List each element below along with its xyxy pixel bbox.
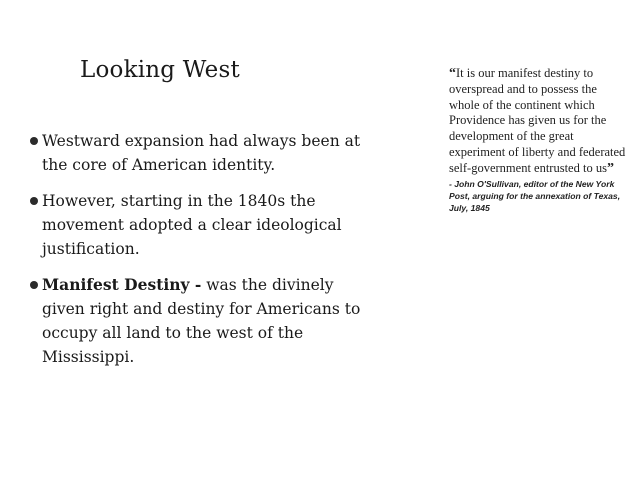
bullet-dot-icon — [30, 281, 38, 289]
quote-body — [449, 66, 627, 177]
bullet-item-manifest-destiny — [30, 273, 380, 369]
quote-text: It is our manifest destiny to overspread and to possess the whole of the continent which Providence has given us for the development of the great experiment of liberty and federated self-government entrusted to us — [449, 66, 626, 175]
quote-box — [449, 66, 627, 214]
bullet-item-1840s — [30, 189, 380, 261]
bullet-item-westward-expansion — [30, 129, 380, 177]
quote-close-mark: ” — [606, 160, 614, 176]
quote-open-mark: “ — [449, 66, 456, 81]
bullet-dot-icon — [30, 197, 38, 205]
bullet-text: Westward expansion had always been at the core of American identity. — [42, 132, 361, 174]
slide-title: Looking West — [80, 57, 240, 83]
quote-attribution: - John O'Sullivan, editor of the New York Post, arguing for the annexation of Texas, July, 1845 — [449, 178, 621, 213]
bullet-text: However, starting in the 1840s the movement adopted a clear ideological justification. — [42, 192, 342, 258]
bullet-list — [30, 129, 380, 381]
bullet-bold-term: Manifest Destiny - — [42, 275, 202, 294]
bullet-text: was the divinely given right and destiny for Americans to occupy all land to the west of the Mississippi. — [42, 276, 361, 366]
bullet-dot-icon — [30, 137, 38, 145]
